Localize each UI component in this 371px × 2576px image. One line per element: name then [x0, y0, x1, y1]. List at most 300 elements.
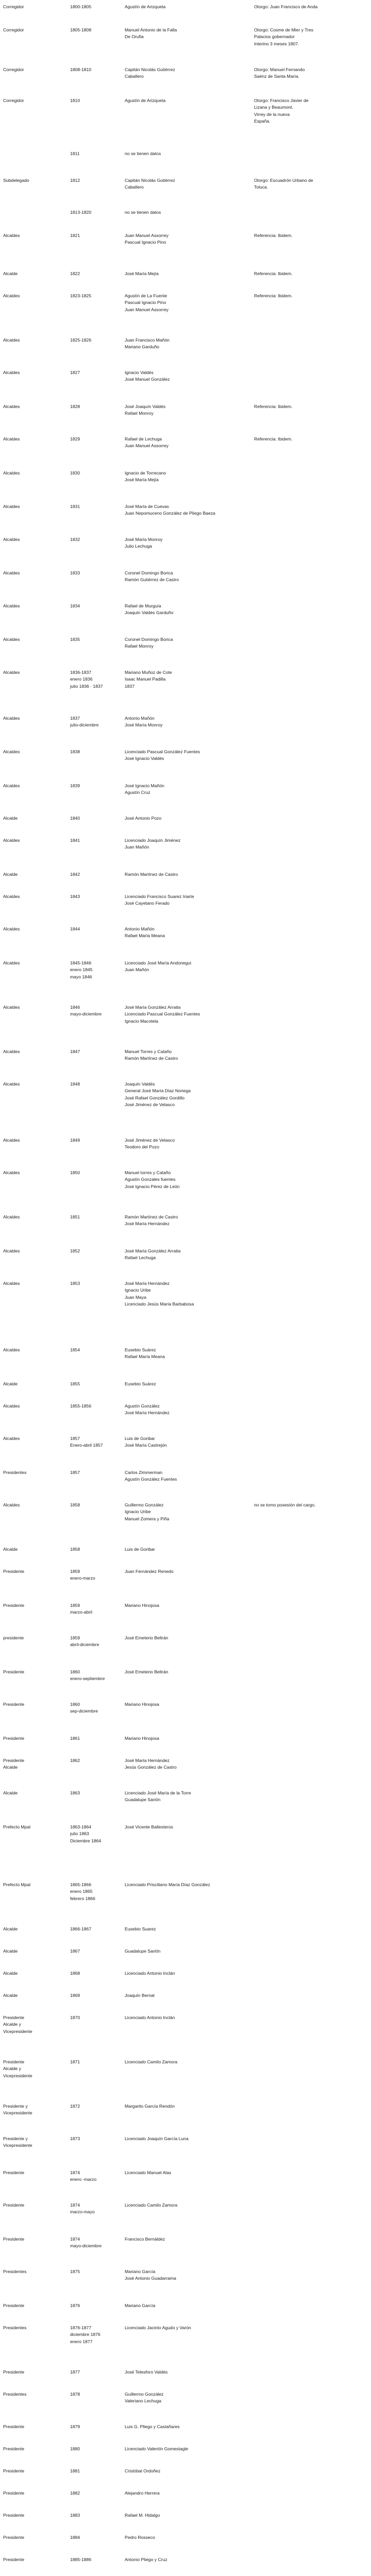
- names-cell: [125, 2534, 252, 2541]
- names-cell: [125, 2059, 252, 2065]
- names-cell: [125, 436, 252, 450]
- names-cell-line: Luis de Goribar: [125, 1436, 155, 1441]
- date-cell-line: 1850: [70, 1170, 80, 1175]
- names-cell-line: Ramón Gutiérrez de Castro: [125, 577, 179, 583]
- names-cell: [125, 1048, 252, 1062]
- role-cell-line: Alcalde: [3, 1547, 18, 1552]
- names-cell-line: Licenciado Valentín Gomestagle: [125, 2446, 189, 2451]
- names-cell: [125, 1735, 252, 1742]
- note-cell-line: Referencia: Ibidem.: [254, 271, 293, 276]
- names-cell: [125, 1469, 252, 1483]
- date-cell-line: 1829: [70, 436, 80, 442]
- names-cell-line: Manuel Antonio de la Falla: [125, 27, 177, 32]
- role-cell: [3, 1435, 66, 1442]
- names-cell: [125, 1280, 252, 1308]
- role-cell: [3, 871, 66, 878]
- role-cell: [3, 1137, 66, 1144]
- names-cell: [125, 1602, 252, 1609]
- role-cell: [3, 2325, 66, 2331]
- date-cell: [70, 536, 115, 543]
- names-cell-line: Mariano Garduño: [125, 344, 159, 350]
- names-cell: [125, 1004, 252, 1025]
- names-cell-line: José Ignacio Pérez de León: [125, 1183, 180, 1189]
- names-cell-line: Pedro Rosseco: [125, 2535, 155, 2540]
- note-cell: [254, 232, 368, 239]
- names-cell: [125, 1502, 252, 1522]
- names-cell: [125, 1347, 252, 1361]
- role-cell: [3, 1701, 66, 1708]
- names-cell: [125, 1546, 252, 1553]
- role-cell: [3, 1403, 66, 1410]
- names-cell-line: Joaquín Valdés: [125, 1081, 155, 1087]
- names-cell-line: Capitán Nicolás Gutiérrez: [125, 178, 175, 183]
- names-cell-line: Coronel Domingo Borica: [125, 570, 173, 575]
- date-cell: [70, 2534, 115, 2541]
- names-cell-line: Agustín González Fuentes: [125, 1477, 177, 1482]
- date-cell: [70, 1248, 115, 1255]
- names-cell-line: Teodoro del Pozo: [125, 1144, 159, 1150]
- names-cell: [125, 150, 252, 157]
- names-cell-line: Ignacio Valdés: [125, 370, 154, 375]
- date-cell-line: 1833: [70, 570, 80, 575]
- role-cell-line: Alcaldes: [3, 1502, 20, 1507]
- date-cell: [70, 783, 115, 789]
- date-cell: [70, 715, 115, 729]
- role-cell-line: Presidente: [3, 2202, 25, 2208]
- names-cell-line: Agustín de La Fuente: [125, 293, 167, 298]
- role-cell-line: Corregidor: [3, 4, 24, 9]
- names-cell: [125, 837, 252, 851]
- role-cell-line: Alcaldes: [3, 1403, 20, 1409]
- date-cell-line: 1855-1856: [70, 1403, 92, 1409]
- names-cell: [125, 403, 252, 417]
- date-cell-line: 1874: [70, 2236, 80, 2242]
- role-cell: [3, 1214, 66, 1221]
- date-cell-line: 1821: [70, 233, 80, 238]
- names-cell-line: Ignacio Uribe: [125, 1509, 151, 1515]
- date-cell-line: 1844: [70, 926, 80, 931]
- names-cell-line: José María Castrejón: [125, 1443, 167, 1448]
- date-cell-line: 1872: [70, 2104, 80, 2109]
- names-cell-line: Juan Maya: [125, 1294, 147, 1300]
- date-cell: [70, 369, 115, 376]
- role-cell-line: presidente: [3, 1635, 24, 1640]
- names-cell: [125, 369, 252, 383]
- names-cell: [125, 209, 252, 216]
- names-cell-line: Juan Manuel Assorrey: [125, 307, 169, 312]
- date-cell: [70, 66, 115, 73]
- date-cell: [70, 570, 115, 577]
- date-cell: [70, 403, 115, 410]
- date-cell: [70, 337, 115, 344]
- date-cell-line: 1859: [70, 1569, 80, 1574]
- names-cell-line: Licenciado Pascual González Fuentes: [125, 1011, 200, 1017]
- date-cell-line: 1882: [70, 2490, 80, 2496]
- date-cell-line: julio-diciembre: [70, 722, 99, 728]
- names-cell-line: José Jiménez de Velasco: [125, 1102, 175, 1108]
- names-cell-line: José María Hernández: [125, 1281, 170, 1286]
- names-cell: [125, 2468, 252, 2475]
- names-cell-line: Capitán Nicolás Gutiérrez: [125, 67, 175, 72]
- date-cell: [70, 27, 115, 33]
- role-cell: [3, 1568, 66, 1575]
- date-cell-line: 1839: [70, 783, 80, 788]
- names-cell: [125, 4, 252, 10]
- names-cell: [125, 1403, 252, 1417]
- names-cell-line: José María Mejía: [125, 271, 159, 276]
- role-cell: [3, 2468, 66, 2475]
- role-cell-line: Presidente: [3, 1603, 25, 1608]
- date-cell-line: enero 1877: [70, 2338, 93, 2344]
- date-cell-line: 1855: [70, 1381, 80, 1386]
- role-cell-line: Alcaldes: [3, 716, 20, 721]
- role-cell: [3, 2391, 66, 2398]
- names-cell: [125, 1701, 252, 1708]
- role-cell-line: Presidentes: [3, 1470, 27, 1475]
- role-cell-line: Alcalde: [3, 1948, 18, 1954]
- date-cell: [70, 960, 115, 980]
- role-cell-line: Alcalde: [3, 816, 18, 821]
- role-cell: [3, 1635, 66, 1641]
- names-cell: [125, 2268, 252, 2282]
- names-cell-line: Juan Mañón: [125, 967, 149, 973]
- names-cell-line: Coronel Domingo Borica: [125, 637, 173, 642]
- date-cell: [70, 1403, 115, 1410]
- names-cell: [125, 503, 252, 517]
- role-cell: [3, 1502, 66, 1509]
- role-cell: [3, 2302, 66, 2309]
- date-cell: [70, 2424, 115, 2430]
- date-cell-line: 1849: [70, 1138, 80, 1143]
- role-cell: [3, 2202, 66, 2209]
- role-cell-line: Alcalde y: [3, 2066, 21, 2072]
- role-cell: [3, 603, 66, 609]
- date-cell-line: 1822: [70, 271, 80, 276]
- role-cell-line: Presidentes: [3, 2269, 27, 2274]
- date-cell-line: sep-diciembre: [70, 1708, 98, 1714]
- names-cell-line: Rafael Lechuga: [125, 1255, 156, 1261]
- names-cell-line: José María González Arratia: [125, 1005, 181, 1010]
- names-cell-line: no se tienen datos: [125, 210, 161, 215]
- names-cell-line: Mariano Hinojosa: [125, 1603, 159, 1608]
- role-cell-line: Prefecto Mpal: [3, 1882, 31, 1887]
- date-cell-line: 1863-1864: [70, 1824, 92, 1829]
- names-cell-line: Eusebio Suarez: [125, 1926, 156, 1931]
- names-cell-line: José Emeterio Beltrán: [125, 1669, 168, 1674]
- date-cell-line: mayo 1846: [70, 974, 92, 979]
- names-cell-line: José María Monroy: [125, 537, 163, 542]
- role-cell-line: Alcaldes: [3, 1248, 20, 1253]
- names-cell-line: Francisco Bernáldez: [125, 2236, 165, 2242]
- date-cell: [70, 2391, 115, 2398]
- names-cell: [125, 1214, 252, 1228]
- names-cell-line: José Antonio Guadarrama: [125, 2276, 176, 2281]
- role-cell-line: Alcaldes: [3, 404, 20, 409]
- date-cell-line: 1854: [70, 1347, 80, 1352]
- names-cell: [125, 669, 252, 690]
- date-cell-line: 1852: [70, 1248, 80, 1253]
- role-cell: [3, 503, 66, 510]
- names-cell-line: Ramón Martínez de Castro: [125, 1214, 178, 1219]
- date-cell: [70, 1602, 115, 1616]
- names-cell-line: Rafael María Meana: [125, 1354, 165, 1360]
- names-cell: [125, 2136, 252, 2142]
- note-cell-line: Otorgo: Francisco Javier de: [254, 98, 309, 103]
- note-cell: [254, 27, 368, 47]
- role-cell: [3, 1004, 66, 1011]
- names-cell-line: José Manuel González: [125, 377, 170, 382]
- role-cell-line: Alcaldes: [3, 1081, 20, 1087]
- role-cell-line: Presidente: [3, 2303, 25, 2308]
- role-cell: [3, 570, 66, 577]
- role-cell-line: Presidente: [3, 2059, 25, 2064]
- date-cell-line: 1834: [70, 603, 80, 608]
- names-cell: [125, 97, 252, 104]
- date-cell-line: 1873: [70, 2136, 80, 2141]
- date-cell: [70, 2302, 115, 2309]
- date-cell: [70, 749, 115, 755]
- date-cell-line: 1836-1837: [70, 670, 92, 675]
- names-cell-line: Rafael Monroy: [125, 643, 154, 649]
- date-cell-line: 1876-1877: [70, 2325, 92, 2330]
- date-cell-line: mayo-diciembre: [70, 1011, 102, 1017]
- names-cell-line: Manuel Zomera y Piña: [125, 1516, 170, 1521]
- role-cell: [3, 1248, 66, 1255]
- date-cell: [70, 2468, 115, 2475]
- role-cell-line: Presidente: [3, 1702, 25, 1707]
- role-cell: [3, 1882, 66, 1888]
- note-cell-line: Toluca.: [254, 184, 268, 190]
- names-cell-line: Licenciado Joaquín Jiménez: [125, 838, 181, 843]
- date-cell: [70, 2325, 115, 2345]
- role-cell: [3, 2534, 66, 2541]
- date-cell: [70, 2170, 115, 2183]
- date-cell-line: 1867: [70, 1948, 80, 1954]
- role-cell-line: Alcaldes: [3, 1049, 20, 1054]
- date-cell-line: 1840: [70, 816, 80, 821]
- role-cell-line: Presidente: [3, 2424, 25, 2429]
- date-cell-line: 1860: [70, 1702, 80, 1707]
- names-cell-line: Juan Fernández Renedo: [125, 1569, 174, 1574]
- role-cell: [3, 893, 66, 900]
- names-cell-line: José Cayetano Ferado: [125, 901, 170, 906]
- date-cell: [70, 1735, 115, 1742]
- note-cell-line: Palacios gobernador: [254, 34, 295, 40]
- date-cell-line: 1823-1825: [70, 293, 92, 298]
- names-cell: [125, 926, 252, 940]
- note-cell: [254, 97, 368, 125]
- role-cell: [3, 177, 66, 184]
- role-cell: [3, 1970, 66, 1977]
- date-cell-line: diciembre 1876: [70, 2332, 100, 2337]
- names-cell-line: Licenciado Antonio Inclán: [125, 2015, 175, 2020]
- role-cell: [3, 815, 66, 822]
- names-cell: [125, 177, 252, 191]
- role-cell-line: Alcaldes: [3, 1436, 20, 1441]
- role-cell-line: Presidente: [3, 1569, 25, 1574]
- date-cell-line: 1879: [70, 2424, 80, 2429]
- names-cell-line: Pascual Ignacio Pino: [125, 240, 166, 245]
- date-cell-line: Enero-abril 1857: [70, 1443, 103, 1448]
- names-cell-line: José Jiménez de Velasco: [125, 1138, 175, 1143]
- names-cell-line: Juan Francisco Mañón: [125, 337, 170, 343]
- names-cell-line: Juan Nepomuceno González de Pliego Baeza: [125, 511, 215, 516]
- role-cell-line: Alcalde: [3, 1381, 18, 1386]
- names-cell-line: Isaac Manuel Padilla: [125, 676, 166, 682]
- names-cell: [125, 1137, 252, 1151]
- names-cell-line: Mariano García: [125, 2303, 156, 2308]
- date-cell-line: 1835: [70, 637, 80, 642]
- date-cell-line: 1859: [70, 1603, 80, 1608]
- date-cell-line: 1869: [70, 1993, 80, 1998]
- role-cell: [3, 66, 66, 73]
- date-cell-line: 1851: [70, 1214, 80, 1219]
- date-cell-line: enero -marzo: [70, 2177, 97, 2182]
- role-cell: [3, 2512, 66, 2519]
- note-cell-line: Saénz de Santa María.: [254, 74, 299, 79]
- role-cell: [3, 2490, 66, 2497]
- role-cell: [3, 470, 66, 477]
- note-cell-line: Virrey de la nueva: [254, 111, 290, 117]
- role-cell-line: Alcaldes: [3, 537, 20, 542]
- date-cell: [70, 1469, 115, 1476]
- names-cell: [125, 1635, 252, 1641]
- names-cell-line: Ramón Martínez de Castro: [125, 872, 178, 877]
- names-cell-line: Guillermo González: [125, 2392, 164, 2397]
- date-cell-line: julio 1836 · 1837: [70, 683, 103, 689]
- names-cell: [125, 1757, 252, 1771]
- names-cell-line: Guadalupe Santín: [125, 1948, 161, 1954]
- role-cell: [3, 97, 66, 104]
- names-cell-line: Mariano Hinojosa: [125, 1736, 159, 1741]
- role-cell-line: Alcaldes: [3, 436, 20, 442]
- date-cell: [70, 2446, 115, 2452]
- role-cell-line: Presidentes: [3, 2325, 27, 2330]
- date-cell-line: 1880: [70, 2446, 80, 2451]
- names-cell-line: José Ignacio Valdés: [125, 756, 164, 761]
- role-cell-line: Alcalde: [3, 1926, 18, 1931]
- role-cell: [3, 2556, 66, 2563]
- date-cell-line: 1876: [70, 2303, 80, 2308]
- names-cell: [125, 815, 252, 822]
- role-cell-line: Presidente y: [3, 2136, 28, 2141]
- names-cell-line: Valeriano Lechuga: [125, 2398, 162, 2404]
- role-cell: [3, 960, 66, 967]
- role-cell-line: Alcaldes: [3, 838, 20, 843]
- role-cell-line: Alcaldes: [3, 233, 20, 238]
- role-cell-line: Alcaldes: [3, 1347, 20, 1352]
- date-cell: [70, 603, 115, 609]
- role-cell-line: Presidente: [3, 2535, 25, 2540]
- names-cell-line: Licenciado José María Andonegui: [125, 960, 191, 965]
- date-cell: [70, 1048, 115, 1055]
- date-cell-line: 1870: [70, 2015, 80, 2020]
- date-cell: [70, 503, 115, 510]
- names-cell-line: José Vicente Ballesteros: [125, 1824, 173, 1829]
- note-cell: [254, 177, 368, 191]
- role-cell: [3, 337, 66, 344]
- names-cell-line: José Telesforo Valdés: [125, 2369, 168, 2375]
- names-cell-line: Rafael Monroy: [125, 411, 154, 416]
- date-cell: [70, 1081, 115, 1088]
- names-cell: [125, 2170, 252, 2176]
- note-cell-line: Referencia: Ibidem.: [254, 436, 293, 442]
- names-cell: [125, 1669, 252, 1675]
- names-cell: [125, 1992, 252, 1999]
- names-cell-line: Licenciado Camilo Zamora: [125, 2202, 178, 2208]
- names-cell-line: Licenciado Jacinto Agudo y Varón: [125, 2325, 191, 2330]
- date-cell: [70, 1280, 115, 1287]
- role-cell: [3, 1948, 66, 1955]
- date-cell: [70, 926, 115, 933]
- date-cell-line: 1861: [70, 1736, 80, 1741]
- date-cell-line: 1865-1866: [70, 1882, 92, 1887]
- date-cell-line: abril-diciembre: [70, 1642, 99, 1648]
- names-cell-line: Joaquín Bernal: [125, 1993, 155, 1998]
- names-cell: [125, 2369, 252, 2376]
- role-cell: [3, 2446, 66, 2452]
- date-cell: [70, 2202, 115, 2216]
- names-cell-line: José María de Cuevas: [125, 504, 169, 509]
- role-cell-line: Alcaldes: [3, 749, 20, 754]
- role-cell: [3, 1757, 66, 1771]
- date-cell-line: 1868: [70, 1971, 80, 1976]
- date-cell: [70, 1992, 115, 1999]
- names-cell-line: Joaquín Valdés Garduño: [125, 610, 174, 616]
- names-cell: [125, 1435, 252, 1449]
- role-cell-line: Alcalde: [3, 1971, 18, 1976]
- names-cell-line: Guadalupe Santín: [125, 1797, 161, 1803]
- role-cell: [3, 2170, 66, 2176]
- role-cell: [3, 2014, 66, 2035]
- date-cell: [70, 2014, 115, 2021]
- date-cell: [70, 293, 115, 299]
- date-cell: [70, 1137, 115, 1144]
- note-cell: [254, 66, 368, 80]
- role-cell-line: Presidente: [3, 1669, 25, 1674]
- names-cell: [125, 2103, 252, 2110]
- role-cell-line: Alcalde: [3, 1765, 18, 1770]
- role-cell: [3, 1546, 66, 1553]
- note-cell: [254, 270, 368, 277]
- names-cell-line: Ignacio Uribe: [125, 1287, 151, 1293]
- date-cell-line: enero 1845: [70, 967, 93, 973]
- names-cell-line: Caballero: [125, 74, 144, 79]
- role-cell-line: Presidente: [3, 2557, 25, 2562]
- role-cell: [3, 2136, 66, 2149]
- date-cell-line: 1838: [70, 749, 80, 754]
- note-cell-line: Otorgo: Cosme de Mier y Tres: [254, 27, 314, 32]
- date-cell-line: enero 1836: [70, 676, 93, 682]
- role-cell-line: Presidente: [3, 2236, 25, 2242]
- names-cell-line: Licenciado Manuel Alas: [125, 2170, 172, 2175]
- role-cell-line: Vicepresidente: [3, 2110, 32, 2116]
- names-cell-line: Rafael M. Hidalgo: [125, 2513, 160, 2518]
- names-cell-line: Antonio Pliego y Cruz: [125, 2557, 167, 2562]
- names-cell-line: Alejandro Herrera: [125, 2490, 160, 2496]
- date-cell-line: marzo-mayo: [70, 2209, 95, 2215]
- date-cell-line: 1813-1820: [70, 210, 92, 215]
- names-cell: [125, 960, 252, 974]
- names-cell: [125, 1790, 252, 1804]
- names-cell-line: Cristóbal Ordoñez: [125, 2468, 161, 2473]
- role-cell: [3, 1381, 66, 1387]
- date-cell-line: 1857: [70, 1436, 80, 1441]
- names-cell: [125, 1081, 252, 1109]
- role-cell: [3, 1669, 66, 1675]
- names-cell-line: José María González Arratia: [125, 1248, 181, 1253]
- note-cell-line: no se tomo posesión del cargo.: [254, 1502, 316, 1507]
